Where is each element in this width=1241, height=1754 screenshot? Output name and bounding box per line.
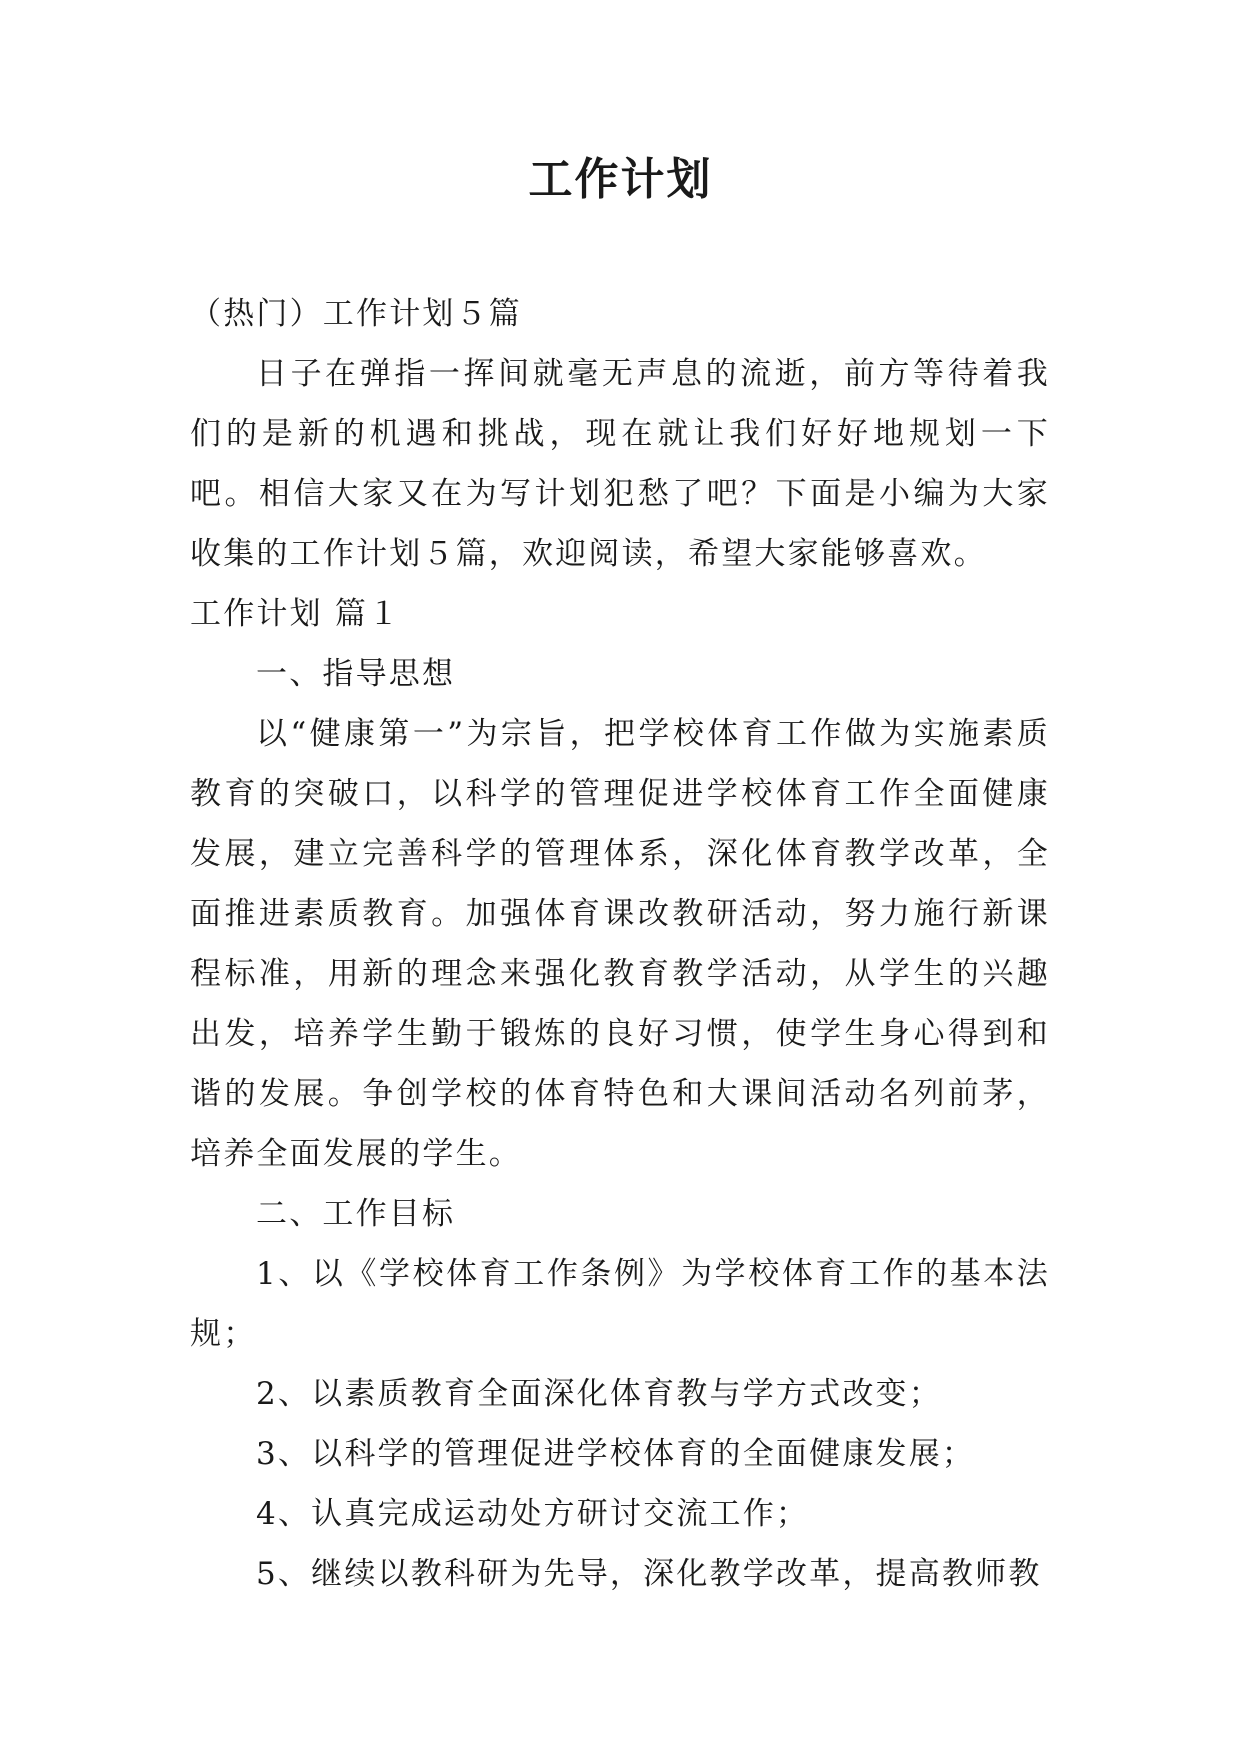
section-heading: 工作计划 篇１ [190,596,402,632]
list-item: 1、以《学校体育工作条例》为学校体育工作的基本法规； [190,1256,1050,1352]
intro-paragraph: 日子在弹指一挥间就毫无声息的流逝，前方等待着我们的是新的机遇和挑战，现在就让我们好好地规划一下吧。相信大家又在为写计划犯愁了吧？下面是小编为大家收集的工作计划５篇，欢迎阅读，希望大家能够喜欢。 [190,356,1050,572]
list-item: 3、以科学的管理促进学校体育的全面健康发展； [256,1436,976,1472]
subtitle-line: （热门）工作计划５篇 [190,296,522,332]
list-item: 2、以素质教育全面深化体育教与学方式改变； [256,1376,942,1412]
subsection-heading: 二、工作目标 [256,1196,456,1232]
body-paragraph: 以“健康第一”为宗旨，把学校体育工作做为实施素质教育的突破口，以科学的管理促进学校体育工作全面健康发展，建立完善科学的管理体系，深化体育教学改革，全面推进素质教育。加强体育课改教研活动，努力施行新课程标准，用新的理念来强化教育教学活动，从学生的兴趣出发，培养学生勤于锻炼的良好习惯，使学生身心得到和谐的发展。争创学校的体育特色和大课间活动名列前茅，培养全面发展的学生。 [190,716,1050,1172]
list-item: 4、认真完成运动处方研讨交流工作； [256,1496,810,1532]
list-item: 5、继续以教科研为先导，深化教学改革，提高教师教 [256,1556,1042,1592]
page-title: 工作计划 [528,154,713,205]
subsection-heading: 一、指导思想 [256,656,456,692]
document-body [190,284,1050,1604]
